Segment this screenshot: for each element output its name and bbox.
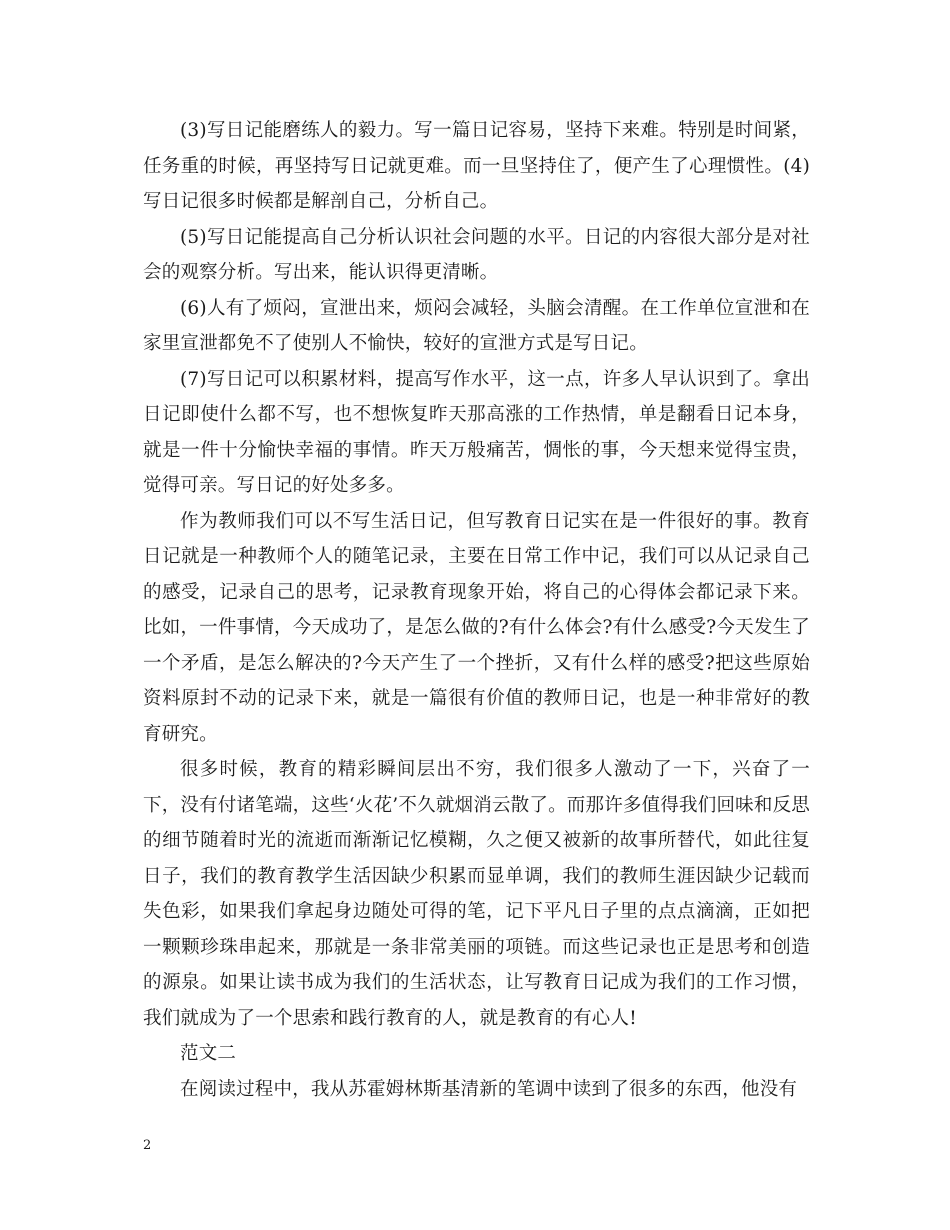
paragraph-teacher-diary: 作为教师我们可以不写生活日记，但写教育日记实在是一件很好的事。教育日记就是一种教师个人的随笔记录，主要在日常工作中记，我们可以从记录自己的感受，记录自己的思考，记录教育现象开始，将自己的心得体会都记录下来。比如，一件事情，今天成功了，是怎么做的?有什么体会?有什么感受?今天发生了一个矛盾，是怎么解决的?今天产生了一个挫折，又有什么样的感受?把这些原始资料原封不动的记录下来，就是一篇很有价值的教师日记，也是一种非常好的教育研究。	[143, 510, 810, 745]
paragraph-venting: (6)人有了烦闷，宣泄出来，烦闷会减轻，头脑会清醒。在工作单位宣泄和在家里宣泄都免不了使别人不愉快，较好的宣泄方式是写日记。	[143, 297, 810, 354]
paragraph-education-moments: 很多时候，教育的精彩瞬间层出不穷，我们很多人激动了一下，兴奋了一下，没有付诸笔端，这些‘火花’不久就烟消云散了。而那许多值得我们回味和反思的细节随着时光的流逝而渐渐记忆模糊，久之便又被新的故事所替代，如此往复日子，我们的教育教学生活因缺少积累而显单调，我们的教师生涯因缺少记载而失色彩，如果我们拿起身边随处可得的笔，记下平凡日子里的点点滴滴，正如把一颗颗珍珠串起来，那就是一条非常美丽的项链。而这些记录也正是思考和创造的源泉。如果让读书成为我们的生活状态，让写教育日记成为我们的工作习惯，我们就成为了一个思索和践行教育的人，就是教育的有心人!	[143, 759, 810, 1029]
paragraph-diary-perseverance: (3)写日记能磨练人的毅力。写一篇日记容易，坚持下来难。特别是时间紧，任务重的时候，再坚持写日记就更难。而一旦坚持住了，便产生了心理惯性。(4)写日记很多时候都是解剖自己，分析自己。	[143, 120, 810, 212]
document-body	[143, 113, 810, 1107]
section-heading-sample-two: 范文二	[180, 1043, 237, 1064]
paragraph-accumulate-material: (7)写日记可以积累材料，提高写作水平，这一点，许多人早认识到了。拿出日记即使什么都不写，也不想恢复昨天那高涨的工作热情，单是翻看日记本身，就是一件十分愉快幸福的事情。昨天万般痛苦，惆怅的事，今天想来觉得宝贵，觉得可亲。写日记的好处多多。	[143, 368, 810, 496]
paragraph-social-analysis: (5)写日记能提高自己分析认识社会问题的水平。日记的内容很大部分是对社会的观察分析。写出来，能认识得更清晰。	[143, 226, 810, 283]
paragraph-reading-sukhomlinsky: 在阅读过程中，我从苏霍姆林斯基清新的笔调中读到了很多的东西，他没有	[180, 1078, 798, 1100]
page-number: 2	[143, 1138, 152, 1153]
